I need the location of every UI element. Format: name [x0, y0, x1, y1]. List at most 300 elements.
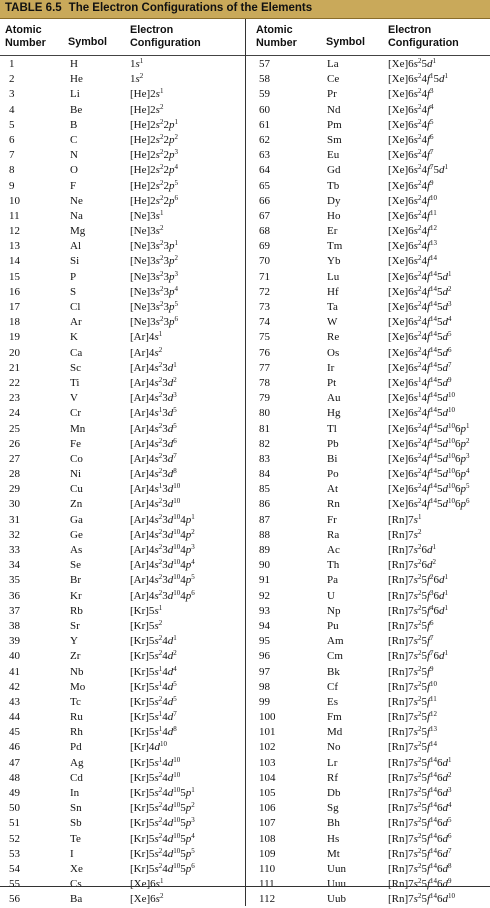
electron-count: 5 — [191, 846, 195, 855]
config-text: 3 — [163, 255, 169, 268]
electron-count: 14 — [430, 391, 437, 400]
orbital-letter: s — [413, 194, 418, 207]
orbital-letter: s — [154, 589, 159, 602]
electron-count: 1 — [159, 877, 164, 886]
electron-count: 1 — [158, 330, 163, 339]
electron-count: 5 — [173, 406, 177, 415]
configuration-cell — [388, 300, 490, 315]
electron-count: 9 — [448, 375, 452, 384]
configuration-cell — [388, 346, 490, 361]
table-caption — [0, 0, 490, 19]
atomic-number-cell: 72 — [259, 285, 270, 298]
config-text: 3 — [162, 392, 168, 405]
orbital-letter: p — [185, 832, 192, 845]
orbital-letter: d — [442, 483, 448, 496]
orbital-letter: f — [426, 194, 430, 207]
electron-count: 2 — [417, 148, 422, 157]
electron-count: 2 — [417, 224, 422, 233]
electron-count: 2 — [158, 421, 163, 430]
table-row — [0, 422, 245, 437]
config-text: 4 — [421, 73, 427, 86]
orbital-letter: d — [442, 285, 448, 298]
atomic-number-cell: 105 — [259, 787, 276, 799]
configuration-cell — [130, 72, 243, 87]
electron-count: 2 — [158, 543, 163, 551]
electron-count: 2 — [159, 224, 164, 233]
orbital-letter: f — [426, 225, 430, 238]
atomic-number-cell: 28 — [9, 468, 20, 481]
config-text: 6 — [433, 574, 440, 587]
config-text: 6 — [437, 893, 443, 906]
electron-count: 3 — [191, 816, 195, 825]
atomic-number-cell: 13 — [9, 240, 20, 253]
config-text: 5 — [180, 802, 186, 815]
electron-count: 2 — [158, 786, 163, 794]
configuration-cell — [130, 740, 243, 755]
symbol-cell: Sn — [70, 802, 82, 815]
config-text: [Rn]7 — [388, 787, 414, 799]
config-text: [Xe]6 — [130, 878, 156, 891]
atomic-number-cell: 108 — [259, 832, 276, 845]
orbital-letter: s — [413, 741, 418, 754]
table-row — [0, 862, 245, 877]
header-atomic-number — [256, 24, 314, 49]
electron-count: 1 — [173, 360, 177, 369]
orbital-letter: f — [426, 741, 431, 754]
config-text: [Ar]4 — [130, 361, 155, 374]
header-symbol: Symbol — [68, 36, 107, 48]
orbital-letter: d — [439, 589, 445, 602]
orbital-letter: d — [167, 802, 174, 815]
symbol-cell: Bi — [327, 452, 338, 465]
config-text: 5 — [437, 346, 443, 359]
config-text: 4 — [180, 544, 186, 556]
electron-count: 2 — [417, 527, 422, 536]
orbital-letter: s — [413, 346, 418, 359]
configuration-cell — [130, 437, 243, 452]
config-text: 4 — [180, 528, 186, 541]
orbital-letter: d — [442, 802, 449, 815]
config-text: 2 — [163, 164, 169, 177]
table-row — [246, 862, 490, 877]
config-text: 3 — [162, 483, 168, 496]
atomic-number-cell: 58 — [259, 73, 270, 86]
symbol-cell: Lr — [327, 756, 338, 769]
table-row — [0, 406, 245, 421]
symbol-cell: Xe — [70, 862, 83, 875]
electron-count: 2 — [417, 208, 422, 217]
atomic-number-cell: 86 — [259, 498, 270, 511]
orbital-letter: s — [413, 498, 418, 511]
symbol-cell: Dy — [327, 194, 341, 207]
electron-count: 2 — [417, 482, 422, 491]
atomic-number-cell: 47 — [9, 756, 20, 769]
orbital-letter: s — [413, 680, 418, 693]
configuration-cell — [130, 771, 243, 786]
atomic-number-cell: 66 — [259, 194, 270, 207]
config-text: [Rn]7 — [388, 726, 414, 739]
configuration-cell — [130, 118, 243, 133]
electron-count: 2 — [466, 436, 470, 445]
atomic-number-cell: 81 — [259, 422, 270, 435]
symbol-cell: Uuu — [327, 878, 346, 891]
electron-count: 4 — [448, 315, 452, 324]
symbol-cell: Li — [70, 88, 80, 101]
config-text: 4 — [180, 574, 186, 587]
symbol-cell: Ag — [70, 756, 84, 769]
header-rule — [246, 55, 490, 56]
orbital-letter: d — [442, 437, 448, 450]
atomic-number-cell: 69 — [259, 240, 270, 253]
config-text: 4 — [421, 270, 427, 283]
electron-count: 3 — [430, 87, 434, 96]
electron-count: 3 — [173, 391, 177, 400]
table-row — [0, 771, 245, 786]
table-row — [246, 57, 490, 72]
config-text: 1 — [130, 73, 136, 86]
electron-count: 1 — [191, 512, 195, 521]
config-text: 6 — [437, 771, 443, 784]
config-text: 6 — [421, 559, 427, 572]
table-row — [246, 649, 490, 664]
config-text: 4 — [421, 316, 427, 329]
atomic-number-cell: 37 — [9, 604, 20, 617]
symbol-cell: Zn — [70, 498, 83, 511]
orbital-letter: f — [426, 240, 430, 253]
electron-count: 6 — [174, 193, 178, 202]
electron-count: 14 — [430, 451, 437, 460]
configuration-cell — [388, 634, 490, 649]
orbital-letter: s — [413, 225, 418, 238]
config-text: [Rn]7 — [388, 544, 414, 556]
atomic-number-cell: 48 — [9, 771, 20, 784]
orbital-letter: d — [439, 574, 445, 587]
symbol-cell: U — [327, 589, 335, 602]
config-text: [Xe]6 — [388, 209, 414, 222]
electron-count: 2 — [158, 558, 163, 567]
electron-count: 10 — [173, 831, 181, 840]
electron-count: 1 — [158, 755, 163, 764]
electron-count: 2 — [417, 57, 422, 65]
orbital-letter: s — [413, 133, 418, 146]
atomic-number-cell: 88 — [259, 528, 270, 541]
configuration-cell — [130, 892, 243, 907]
atomic-number-cell: 3 — [9, 88, 15, 101]
symbol-cell: Ce — [327, 73, 340, 86]
config-text: 4 — [421, 225, 427, 238]
orbital-letter: s — [154, 346, 159, 359]
electron-count: 3 — [448, 786, 452, 794]
config-text: 4 — [421, 149, 427, 162]
electron-count: 2 — [417, 269, 422, 278]
config-text: [Kr]5 — [130, 695, 155, 708]
config-text: 3 — [162, 559, 168, 572]
config-text: 2 — [163, 118, 169, 131]
config-text: 6 — [437, 862, 443, 875]
orbital-letter: f — [426, 574, 431, 587]
table-row — [0, 665, 245, 680]
orbital-letter: p — [460, 468, 466, 481]
config-text: 3 — [162, 544, 168, 556]
symbol-cell: K — [70, 331, 78, 344]
config-text: [Kr]5 — [130, 756, 155, 769]
orbital-letter: f — [426, 483, 430, 496]
table-row — [0, 270, 245, 285]
config-text: 6 — [455, 498, 461, 511]
orbital-letter: p — [185, 528, 192, 541]
config-text: 5 — [421, 862, 427, 875]
table-row — [246, 573, 490, 588]
configuration-cell — [388, 391, 490, 406]
electron-count: 2 — [417, 102, 422, 111]
table-row — [0, 892, 245, 907]
orbital-letter: s — [154, 407, 159, 420]
config-text: [Kr]5 — [130, 635, 155, 648]
electron-count: 2 — [159, 102, 164, 111]
config-text: [Xe]6 — [388, 225, 414, 238]
config-text: 4 — [162, 771, 168, 784]
config-text: [Xe]6 — [388, 468, 414, 481]
configuration-cell — [130, 391, 243, 406]
config-text: [He]2 — [130, 118, 156, 131]
header-atomic-number-line2: Number — [256, 36, 297, 49]
orbital-letter: p — [185, 559, 192, 572]
orbital-letter: s — [154, 832, 159, 845]
electron-count: 10 — [173, 801, 181, 810]
orbital-letter: d — [442, 771, 449, 784]
orbital-letter: p — [185, 862, 192, 875]
config-text: 3 — [162, 468, 168, 481]
atomic-number-cell: 82 — [259, 437, 270, 450]
electron-count: 4 — [191, 831, 195, 840]
config-text: 3 — [163, 301, 169, 313]
table-row — [0, 482, 245, 497]
config-text: [Rn]7 — [388, 513, 414, 526]
config-text: 4 — [421, 209, 427, 222]
table-row — [0, 133, 245, 148]
config-text: [Xe]6 — [388, 194, 414, 207]
symbol-cell: As — [70, 544, 83, 556]
orbital-letter: s — [413, 771, 418, 784]
orbital-letter: s — [413, 468, 418, 481]
config-text: 4 — [162, 711, 168, 724]
symbol-cell: Pu — [327, 619, 339, 632]
config-text: [Rn]7 — [388, 847, 414, 860]
orbital-letter: s — [413, 604, 418, 617]
config-text: 5 — [437, 483, 443, 496]
config-text: [Xe]6 — [388, 376, 414, 389]
table-row — [0, 57, 245, 72]
configuration-cell — [130, 346, 243, 361]
orbital-letter: s — [413, 422, 418, 435]
configuration-cell — [130, 239, 243, 254]
symbol-cell: Sr — [70, 619, 80, 632]
config-text: [Ar]4 — [130, 574, 155, 587]
orbital-letter: s — [154, 392, 159, 405]
orbital-letter: d — [167, 665, 174, 678]
electron-count: 4 — [174, 284, 178, 293]
electron-count: 2 — [159, 178, 164, 187]
configuration-cell — [388, 786, 490, 801]
configuration-cell — [130, 452, 243, 467]
configuration-cell — [130, 103, 243, 118]
electron-count: 2 — [159, 163, 164, 172]
config-text: [Xe]6 — [388, 316, 414, 329]
configuration-cell — [130, 285, 243, 300]
atomic-number-cell: 102 — [259, 741, 276, 754]
config-text: 4 — [162, 635, 168, 648]
symbol-cell: Ni — [70, 468, 81, 481]
electron-count: 5 — [191, 573, 195, 582]
config-text: 4 — [162, 862, 168, 875]
config-text: 3 — [162, 528, 168, 541]
symbol-cell: Be — [70, 103, 83, 116]
electron-count: 10 — [173, 512, 181, 521]
config-text: [Kr]5 — [130, 619, 155, 632]
configuration-cell — [130, 148, 243, 163]
config-text: [Xe]6 — [388, 149, 414, 162]
config-text: [Ne]3 — [130, 285, 156, 298]
table-row — [0, 497, 245, 512]
orbital-letter: s — [155, 270, 160, 283]
atomic-number-cell: 19 — [9, 331, 20, 344]
bottom-rule — [0, 886, 490, 887]
config-text: [Xe]6 — [388, 88, 414, 101]
orbital-letter: f — [426, 589, 431, 602]
orbital-letter: d — [442, 331, 448, 344]
orbital-letter: s — [154, 361, 159, 374]
atomic-number-cell: 99 — [259, 695, 270, 708]
symbol-cell: S — [70, 285, 77, 298]
configuration-cell — [130, 847, 243, 862]
atomic-number-cell: 22 — [9, 376, 20, 389]
symbol-cell: Hg — [327, 407, 341, 420]
config-text: 4 — [421, 301, 427, 313]
electron-count: 2 — [417, 330, 422, 339]
orbital-letter: p — [185, 574, 192, 587]
atomic-number-cell: 87 — [259, 513, 270, 526]
electron-count: 2 — [417, 163, 422, 172]
electron-count: 10 — [430, 679, 438, 688]
electron-count: 6 — [448, 345, 452, 354]
atomic-number-cell: 85 — [259, 483, 270, 496]
orbital-letter: s — [413, 103, 418, 116]
header-configuration-line1: Electron — [388, 24, 432, 36]
electron-count: 1 — [432, 543, 436, 551]
electron-count: 4 — [466, 467, 470, 476]
configuration-cell — [130, 589, 243, 604]
config-text: 5 — [421, 574, 427, 587]
orbital-letter: s — [155, 88, 160, 101]
configuration-cell — [130, 558, 243, 573]
electron-count: 1 — [158, 603, 163, 612]
configuration-cell — [388, 543, 490, 558]
orbital-letter: s — [154, 331, 159, 344]
config-text: 3 — [162, 437, 168, 450]
electron-count: 2 — [417, 558, 422, 567]
symbol-cell: Te — [70, 832, 81, 845]
config-text: [Rn]7 — [388, 574, 414, 587]
orbital-letter: d — [439, 73, 445, 86]
orbital-letter: f — [426, 635, 431, 648]
electron-count: 4 — [191, 558, 195, 567]
orbital-letter: s — [413, 179, 418, 192]
config-text: 4 — [162, 665, 168, 678]
orbital-letter: s — [154, 437, 159, 450]
atomic-number-cell: 17 — [9, 301, 20, 313]
orbital-letter: s — [154, 604, 159, 617]
config-text: [Rn]7 — [388, 878, 414, 891]
atomic-number-cell: 52 — [9, 832, 20, 845]
configuration-cell — [388, 513, 490, 528]
table-row — [0, 148, 245, 163]
orbital-letter: s — [155, 878, 160, 891]
orbital-letter: s — [413, 316, 418, 329]
config-text: 4 — [421, 392, 427, 405]
symbol-cell: Nd — [327, 103, 341, 116]
config-text: 6 — [437, 847, 443, 860]
orbital-letter: d — [167, 756, 174, 769]
configuration-cell — [388, 725, 490, 740]
electron-count: 2 — [173, 649, 177, 658]
config-text: [Kr]5 — [130, 665, 155, 678]
electron-count: 10 — [173, 573, 181, 582]
table-row — [0, 87, 245, 102]
symbol-cell: Pm — [327, 118, 342, 131]
atomic-number-cell: 8 — [9, 164, 15, 177]
config-text: 4 — [421, 179, 427, 192]
electron-count: 2 — [417, 725, 422, 734]
orbital-letter: d — [167, 650, 174, 663]
configuration-cell — [388, 619, 490, 634]
symbol-cell: W — [327, 316, 338, 329]
orbital-letter: s — [413, 650, 418, 663]
table-row — [246, 239, 490, 254]
orbital-letter: d — [167, 832, 174, 845]
config-text: 4 — [162, 802, 168, 815]
orbital-letter: d — [426, 58, 433, 70]
table-row — [246, 179, 490, 194]
config-text: 6 — [437, 832, 443, 845]
electron-count: 2 — [417, 451, 422, 460]
orbital-letter: s — [155, 301, 160, 313]
electron-count: 2 — [159, 269, 164, 278]
electron-count: 10 — [173, 846, 181, 855]
configuration-cell — [130, 133, 243, 148]
electron-count: 1 — [444, 588, 449, 597]
orbital-letter: d — [167, 559, 174, 572]
config-text: 4 — [421, 255, 427, 268]
orbital-letter: d — [442, 316, 448, 329]
config-text: 4 — [421, 331, 427, 344]
symbol-cell: Si — [70, 255, 80, 268]
orbital-letter: f — [426, 422, 430, 435]
atomic-number-cell: 96 — [259, 650, 270, 663]
configuration-cell — [388, 194, 490, 209]
electron-count: 10 — [448, 391, 455, 400]
orbital-letter: d — [442, 878, 449, 891]
table-row — [246, 695, 490, 710]
electron-count: 14 — [430, 467, 437, 476]
table-row — [0, 847, 245, 862]
electron-count: 1 — [158, 725, 163, 734]
config-text: 5 — [421, 650, 427, 663]
header-configuration-line2: Configuration — [388, 36, 459, 49]
atomic-number-cell: 90 — [259, 559, 270, 572]
electron-count: 14 — [430, 284, 437, 293]
config-text: [Ar]4 — [130, 452, 155, 465]
config-text: 5 — [180, 847, 186, 860]
